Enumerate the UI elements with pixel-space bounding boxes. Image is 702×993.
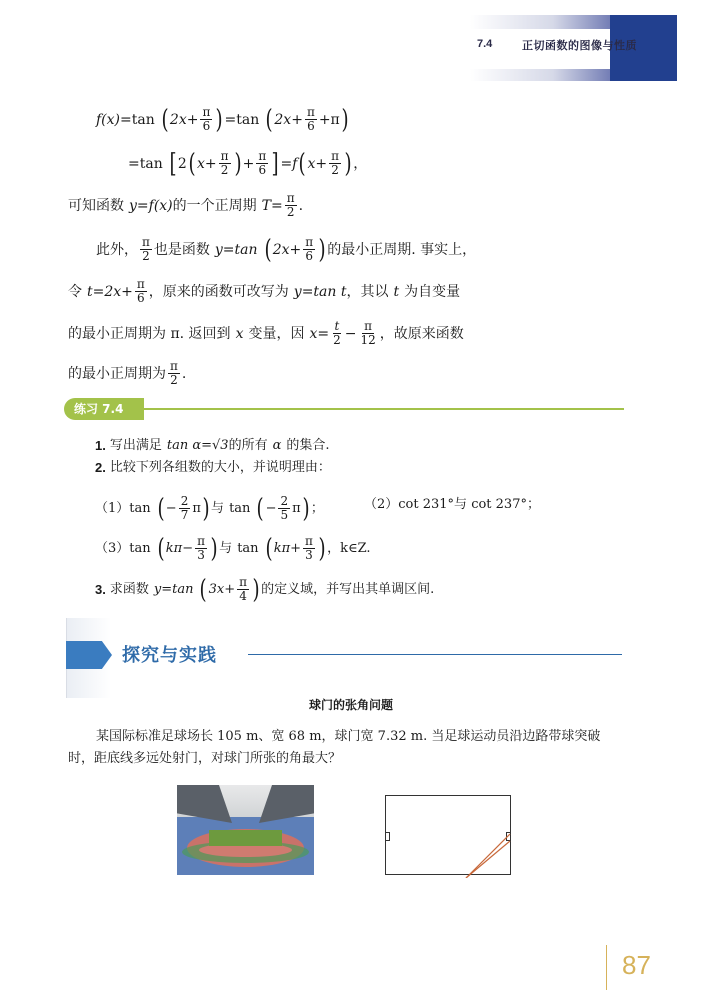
fraction: $\frac{2}{5}$ [280,494,289,522]
explanation-line-3: 的最小正周期为 π. 返回到 x 变量，因 x= $\frac{t}{2}$ − $\frac{\pi}{12}$ ，故原来函数 [68,319,464,347]
stadium-photo [177,785,314,875]
fraction: $\frac{\pi}{3}$ [197,534,206,562]
exercise-item-2: 2. 比较下列各组数的大小，并说明理由： [95,460,331,475]
page-number-divider [606,945,607,990]
problem-title: 球门的张角问题 [308,698,393,712]
exercise-sub-2: （2） cot 231°与 cot 237°； [364,497,540,512]
fraction: $\frac{\pi}{12}$ [360,319,376,347]
exercise-sub-3: （3） tan ( kπ− $\frac{\pi}{3}$ ) 与 tan ( kπ+ $\frac{\pi}{3}$ ) ，k∈Z. [95,533,371,564]
page-number: 87 [622,950,651,980]
fraction: $\frac{\pi}{6}$ [136,277,145,305]
fraction: $\frac{2}{7}$ [180,494,189,522]
explore-title: 探究与实践 [122,645,217,666]
exercise-item-1: 1. 写出满足 tan α=√3 的所有 α 的集合. [95,438,330,453]
explanation-line-1: 此外， $\frac{\pi}{2}$ 也是函数 y=tan ( 2x+ $\frac{\pi}{6}$ ) 的最小正周期. 事实上， [96,234,477,265]
fraction: $\frac{t}{2}$ [333,319,341,347]
fraction: $\frac{\pi}{2}$ [170,359,178,387]
fraction: $\frac{\pi}{6}$ [305,235,314,263]
equation-line-1: f(x) = tan ( 2x+ $\frac{\pi}{6}$ ) = tan ( 2x+ $\frac{\pi}{6}$ +π ) [96,104,349,135]
explanation-line-4: 的最小正周期为 $\frac{\pi}{2}$ . [68,359,187,387]
explanation-line-2: 令 t=2x+ $\frac{\pi}{6}$ ，原来的函数可改写为 y=tan t ，其以 t 为自变量 [68,277,461,305]
equation-line-2: = tan [ 2 ( x+ $\frac{\pi}{2}$ ) + $\frac{\pi}{6}$ ] =f ( x+ $\frac{\pi}{2}$ ) ， [128,148,368,179]
left-goal [385,832,390,841]
fraction: $\frac{\pi}{6}$ [258,149,267,177]
problem-text-line-1: 某国际标准足球场长 105 m、宽 68 m，球门宽 7.32 m. 当足球运动员沿边路带球突破 [96,729,601,744]
section-number: 7.4 [477,38,493,50]
fraction: $\frac{\pi}{6}$ [202,105,211,133]
fraction: $\frac{\pi}{4}$ [239,575,247,603]
explore-divider [248,654,622,655]
fraction: $\frac{\pi}{6}$ [306,105,315,133]
fraction: $\frac{\pi}{2}$ [286,191,295,219]
exercise-sub-1: （1） tan ( − $\frac{2}{7}$ π ) 与 tan ( − $\frac{2}{5}$ π ) ； [95,493,324,524]
exercise-badge: 练习 7.4 [64,398,144,420]
shot-angle-rays [460,832,520,878]
exercise-item-3: 3. 求函数 y=tan ( 3x+ $\frac{\pi}{4}$ ) 的定义域，并写出其单调区间. [95,574,435,605]
problem-text-line-2: 时，距底线多远处射门，对球门所张的角最大？ [68,751,342,766]
fraction: $\frac{\pi}{2}$ [331,149,340,177]
fraction: $\frac{\pi}{3}$ [305,534,313,562]
fraction: $\frac{\pi}{2}$ [220,149,229,177]
fraction: $\frac{\pi}{2}$ [142,235,150,263]
exercise-divider [144,408,624,410]
section-title: 正切函数的图像与性质 [522,39,637,52]
equation-line-3: 可知函数 y=f(x) 的一个正周期 T= $\frac{\pi}{2}$ . [68,191,304,219]
